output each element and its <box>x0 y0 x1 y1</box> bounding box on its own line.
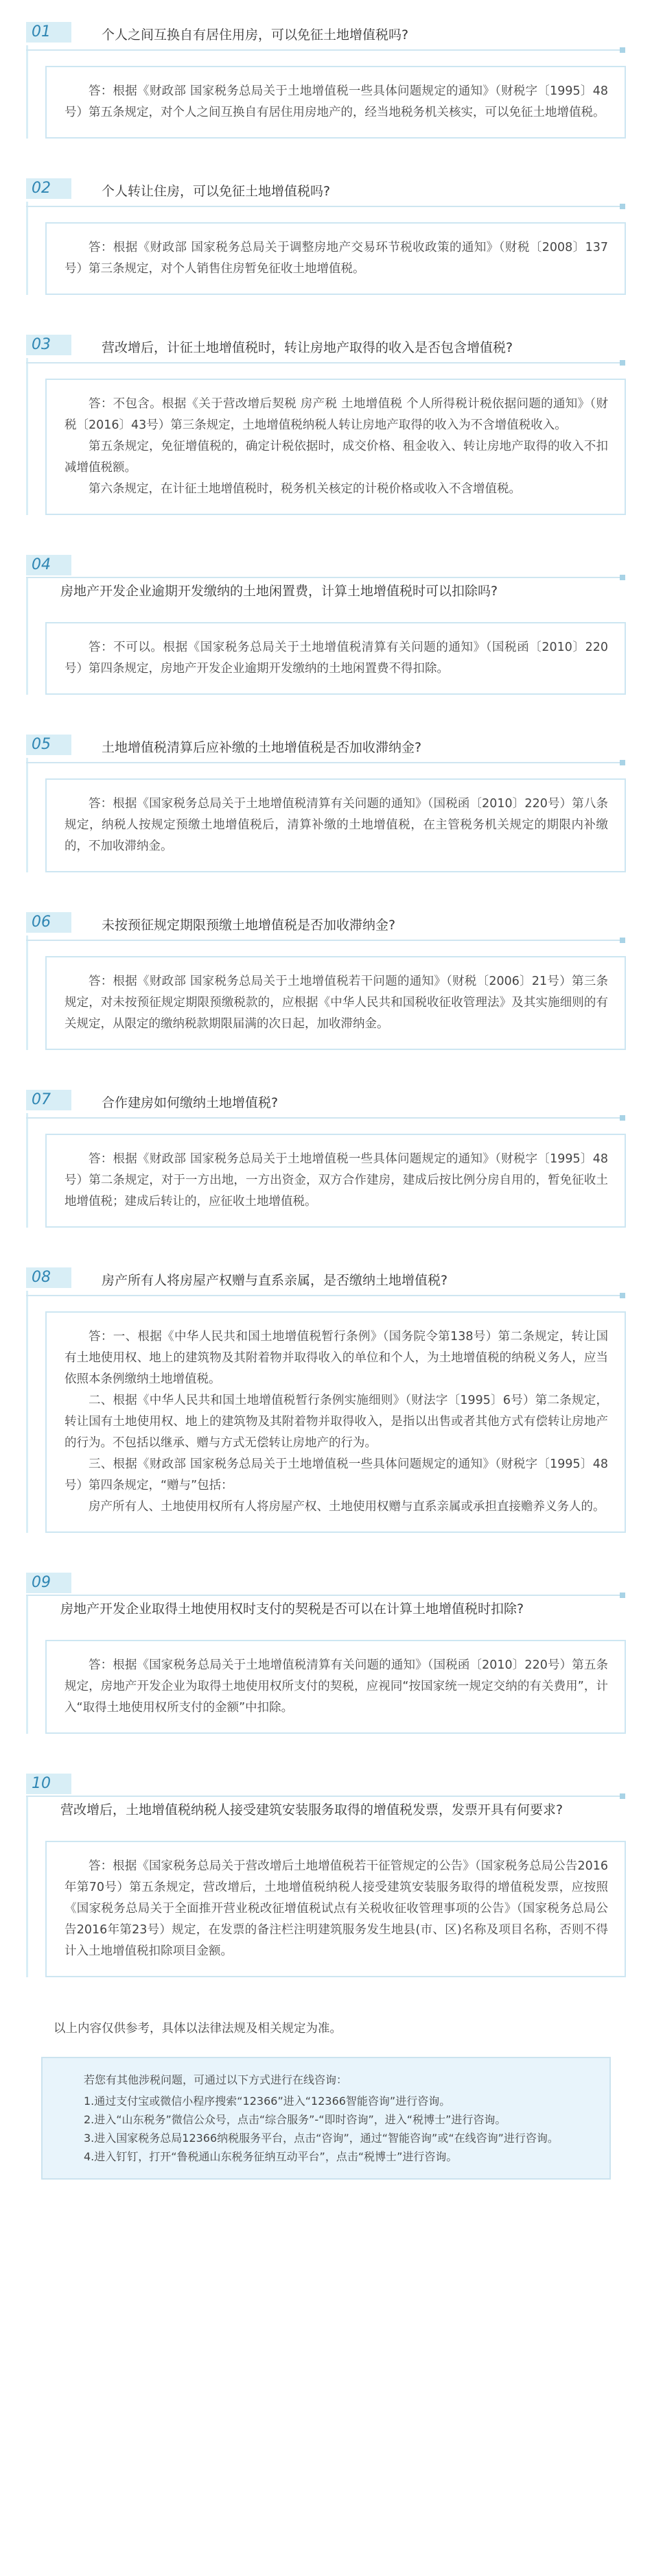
answer-box <box>45 1841 626 1977</box>
answer-box <box>45 66 626 139</box>
side-accent-bar <box>26 935 28 1050</box>
answer-paragraph: 答：一、根据《中华人民共和国土地增值税暂行条例》（国务院令第138号）第二条规定，转让国有土地使用权、地上的建筑物及其附着物并取得收入的单位和个人，为土地增值税的纳税义务人，应当依照本条例缴纳土地增值税。 <box>65 1330 608 1386</box>
question-text: 房地产开发企业取得土地使用权时支付的契税是否可以在计算土地增值税时扣除? <box>60 1601 524 1617</box>
header-divider <box>26 1595 623 1596</box>
question-header <box>26 1269 626 1291</box>
header-divider <box>26 206 623 207</box>
question-header <box>26 336 626 358</box>
question-header <box>26 180 626 202</box>
side-accent-bar <box>26 1291 28 1533</box>
header-divider <box>26 762 623 763</box>
qa-item <box>26 1269 626 1533</box>
qa-list <box>0 23 652 1977</box>
side-accent-bar <box>26 1113 28 1228</box>
question-header <box>26 736 626 758</box>
question-header <box>26 914 626 935</box>
question-text: 未按预征规定期限预缴土地增值税是否加收滞纳金? <box>102 918 396 933</box>
answer-box <box>45 1134 626 1228</box>
answer-box <box>45 1311 626 1533</box>
question-number: 08 <box>26 1267 71 1288</box>
consult-item: 4.进入钉钉，打开“鲁税通山东税务征纳互动平台”，点击“税博士”进行咨询。 <box>84 2150 458 2163</box>
header-divider <box>26 1796 623 1797</box>
question-text: 营改增后，计征土地增值税时，转让房地产取得的收入是否包含增值税? <box>102 340 513 355</box>
header-divider <box>26 1117 623 1119</box>
answer-paragraph: 答：根据《国家税务总局关于土地增值税清算有关问题的通知》（国税函〔2010〕220号）第八条规定，纳税人按规定预缴土地增值税后，清算补缴的土地增值税，在主管税务机关规定的期限内补缴的，不加收滞纳金。 <box>65 797 608 853</box>
answer-paragraph: 房产所有人、土地使用权所有人将房屋产权、土地使用权赠与直系亲属或承担直接赡养义务人的。 <box>89 1500 605 1514</box>
question-number: 07 <box>26 1090 71 1110</box>
answer-paragraph: 第五条规定，免征增值税的，确定计税依据时，成交价格、租金收入、转让房地产取得的收入不扣减增值税额。 <box>65 440 608 475</box>
question-number: 01 <box>26 22 71 43</box>
question-number: 09 <box>26 1573 71 1593</box>
answer-paragraph: 答：根据《财政部 国家税务总局关于土地增值税一些具体问题规定的通知》（财税字〔1995〕48号）第五条规定，对个人之间互换自有居住用房地产的，经当地税务机关核实，可以免征土地增值税。 <box>65 84 608 119</box>
answer-paragraph: 答：根据《国家税务总局关于土地增值税清算有关问题的通知》（国税函〔2010〕220号）第五条规定，房地产开发企业为取得土地使用权所支付的契税，应视同“按国家统一规定交纳的有关费用”，计入“取得土地使用权所支付的金额”中扣除。 <box>65 1658 608 1715</box>
answer-paragraph: 三、根据《财政部 国家税务总局关于土地增值税一些具体问题规定的通知》（财税字〔1995〕48号）第四条规定，“赠与”包括： <box>65 1457 608 1492</box>
qa-item <box>26 736 626 872</box>
answer-box <box>45 1640 626 1734</box>
qa-item <box>26 180 626 295</box>
qa-item <box>26 1775 626 1977</box>
header-divider <box>26 940 623 941</box>
answer-box <box>45 379 626 515</box>
question-number: 02 <box>26 178 71 199</box>
question-header <box>26 1091 626 1113</box>
question-number: 05 <box>26 735 71 755</box>
answer-paragraph: 二、根据《中华人民共和国土地增值税暂行条例实施细则》（财法字〔1995〕6号）第二条规定，转让国有土地使用权、地上的建筑物及其附着物并取得收入，是指以出售或者其他方式有偿转让房地产的行为。不包括以继承、赠与方式无偿转让房地产的行为。 <box>65 1394 608 1450</box>
header-divider <box>26 1295 623 1296</box>
question-header <box>26 1574 626 1619</box>
side-accent-bar <box>26 45 28 139</box>
consult-intro: 若您有其他涉税问题，可通过以下方式进行在线咨询： <box>84 2073 348 2086</box>
question-number: 10 <box>26 1774 71 1794</box>
disclaimer-note: 以上内容仅供参考，具体以法律法规及相关规定为准。 <box>54 2022 342 2036</box>
header-divider <box>26 362 623 363</box>
question-text: 个人转让住房，可以免征土地增值税吗? <box>102 184 331 199</box>
consult-item: 2.进入“山东税务”微信公众号，点击“综合服务”-“即时咨询”，进入“税博士”进行咨询。 <box>84 2113 507 2126</box>
consult-item: 3.进入国家税务总局12366纳税服务平台，点击“咨询”，通过“智能咨询”或“在线咨询”进行咨询。 <box>84 2132 559 2145</box>
answer-box <box>45 956 626 1050</box>
answer-paragraph: 第六条规定，在计征土地增值税时，税务机关核定的计税价格或收入不含增值税。 <box>89 482 521 496</box>
question-text: 房地产开发企业逾期开发缴纳的土地闲置费，计算土地增值税时可以扣除吗? <box>60 584 498 599</box>
answer-paragraph: 答：根据《财政部 国家税务总局关于土地增值税若干问题的通知》（财税〔2006〕21号）第三条规定，对未按预征规定期限预缴税款的，应根据《中华人民共和国税收征收管理法》及其实施细则的有关规定，从限定的缴纳税款期限届满的次日起，加收滞纳金。 <box>65 975 608 1031</box>
answer-box <box>45 222 626 295</box>
qa-item <box>26 336 626 515</box>
side-accent-bar <box>26 758 28 872</box>
question-header <box>26 556 626 601</box>
answer-paragraph: 答：不可以。根据《国家税务总局关于土地增值税清算有关问题的通知》（国税函〔2010〕220号）第四条规定，房地产开发企业逾期开发缴纳的土地闲置费不得扣除。 <box>65 641 608 676</box>
question-header <box>26 23 626 45</box>
answer-paragraph: 答：根据《财政部 国家税务总局关于调整房地产交易环节税收政策的通知》（财税〔2008〕137号）第三条规定，对个人销售住房暂免征收土地增值税。 <box>65 241 608 276</box>
question-number: 04 <box>26 555 71 575</box>
question-text: 土地增值税清算后应补缴的土地增值税是否加收滞纳金? <box>102 740 422 755</box>
question-number: 06 <box>26 912 71 933</box>
consult-item: 1.通过支付宝或微信小程序搜索“12366”进入“12366智能咨询”进行咨询。 <box>84 2095 451 2108</box>
question-text: 合作建房如何缴纳土地增值税? <box>102 1095 279 1110</box>
header-divider <box>26 49 623 51</box>
side-accent-bar <box>26 1797 28 1977</box>
header-divider <box>26 577 623 578</box>
answer-box <box>45 778 626 872</box>
question-text: 个人之间互换自有居住用房，可以免征土地增值税吗? <box>102 27 409 43</box>
qa-item <box>26 1574 626 1734</box>
answer-paragraph: 答：根据《国家税务总局关于营改增后土地增值税若干征管规定的公告》（国家税务总局公告2016年第70号）第五条规定，营改增后，土地增值税纳税人接受建筑安装服务取得的增值税发票，应按照《国家税务总局关于全面推开营业税改征增值税试点有关税收征收管理事项的公告》（国家税务总局公告2016年第23号）规定，在发票的备注栏注明建筑服务发生地县(市、区)名称及项目名称，否则不得计入土地增值税扣除项目金额。 <box>65 1859 608 1958</box>
qa-item <box>26 556 626 695</box>
question-number: 03 <box>26 335 71 355</box>
question-text: 房产所有人将房屋产权赠与直系亲属，是否缴纳土地增值税? <box>102 1273 448 1288</box>
answer-paragraph: 答：根据《财政部 国家税务总局关于土地增值税一些具体问题规定的通知》（财税字〔1995〕48号）第二条规定，对于一方出地，一方出资金，双方合作建房，建成后按比例分房自用的，暂免征收土地增值税；建成后转让的，应征收土地增值税。 <box>65 1152 608 1208</box>
question-header <box>26 1775 626 1820</box>
side-accent-bar <box>26 358 28 515</box>
qa-item <box>26 914 626 1050</box>
question-text: 营改增后，土地增值税纳税人接受建筑安装服务取得的增值税发票，发票开具有何要求? <box>60 1802 563 1817</box>
side-accent-bar <box>26 202 28 295</box>
consult-box <box>41 2057 611 2180</box>
answer-paragraph: 答：不包含。根据《关于营改增后契税 房产税 土地增值税 个人所得税计税依据问题的通知》（财税〔2016〕43号）第三条规定，土地增值税纳税人转让房地产取得的收入为不含增值税收入。 <box>65 397 608 432</box>
qa-item <box>26 1091 626 1228</box>
qa-item <box>26 23 626 139</box>
answer-box <box>45 622 626 695</box>
